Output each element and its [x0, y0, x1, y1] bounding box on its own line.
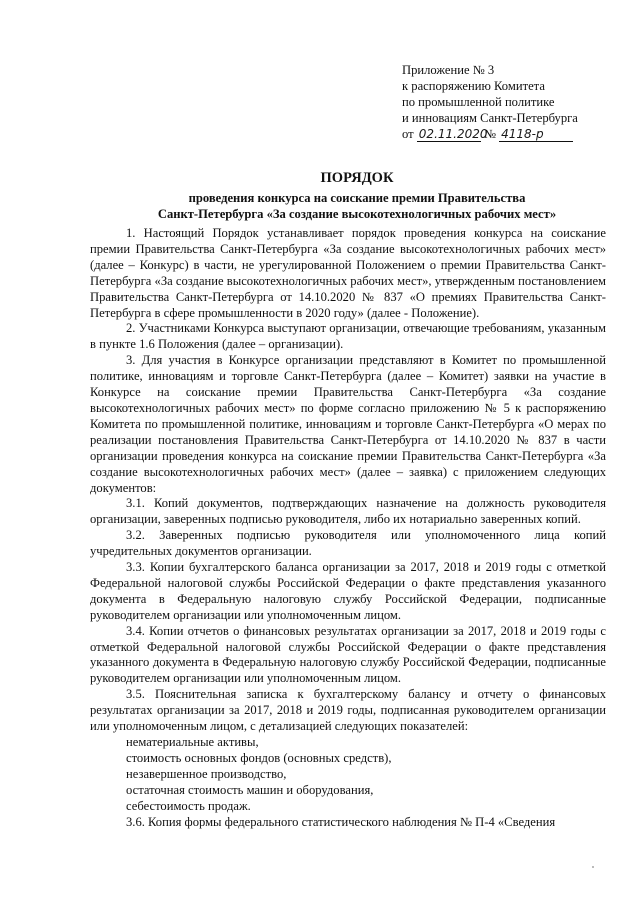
scan-artifact — [592, 866, 594, 868]
title-heading: ПОРЯДОК — [320, 170, 394, 186]
indicator-item: нематериальные активы, — [126, 735, 259, 749]
paragraph: 1. Настоящий Порядок устанавливает порядок проведения конкурса на соискание премии Правительства Санкт-Петербурга «За создание высокотехнологичных рабочих мест» (далее – Конкурс) в части, не урегулированной Положением о премии Правительства Санкт-Петербурга «За создание высокотехнологичных рабочих мест», утвержденным постановлением Правительства Санкт-Петербурга от 14.10.2020 № 837 «О премиях Правительства Санкт-Петербурга в сфере промышленности в 2020 году» (далее - Положение). — [90, 226, 606, 320]
annex-line-4: и инновациям Санкт-Петербурга — [402, 111, 578, 125]
paragraph: 3. Для участия в Конкурсе организации представляют в Комитет по промышленной политике, инновациям и торговле Санкт-Петербурга (далее – Комитет) заявки на участие в Конкурсе на соискание премии Правительства Санкт-Петербурга «За создание высокотехнологичных рабочих мест» по форме согласно приложению № 5 к распоряжению Комитета по промышленной политике, инновациям и торговле Санкт-Петербурга «О мерах по реализации постановления Правительства Санкт-Петербурга от 14.10.2020 № 837 в части организации проведения конкурса на соискание премии Правительства Санкт-Петербурга «За создание высокотехнологичных рабочих мест» (далее – заявка) с приложением следующих документов: — [90, 353, 606, 495]
handwritten-date: 02.11.2020 — [418, 127, 488, 141]
title-line-1: проведения конкурса на соискание премии Правительства — [188, 191, 526, 205]
annex-line-3: по промышленной политике — [402, 95, 555, 109]
annex-block — [402, 62, 602, 142]
annex-date-number-line — [402, 126, 602, 142]
from-label: от — [402, 127, 414, 141]
indicator-item: себестоимость продаж. — [126, 798, 251, 813]
paragraph: 3.4. Копии отчетов о финансовых результатах организации за 2017, 2018 и 2019 годы с отметкой Федеральной налоговой службы Российской Федерации о факте представления указанного документа в Федеральную налоговую службу Российской Федерации, подписанные руководителем организации или уполномоченным лицом. — [90, 623, 606, 686]
paragraph: 3.2. Заверенных подписью руководителя или уполномоченного лица копий учредительных документов организации. — [90, 528, 606, 559]
paragraph: 3.1. Копий документов, подтверждающих назначение на должность руководителя организации, заверенных подписью руководителя, либо их нотариально заверенных копий. — [90, 496, 606, 527]
title-line-2: Санкт-Петербурга «За создание высокотехнологичных рабочих мест» — [157, 207, 557, 221]
number-label: № — [483, 127, 496, 141]
paragraph: 2. Участниками Конкурса выступают организации, отвечающие требованиям, указанным в пункте 1.6 Положения (далее – организации). — [90, 321, 606, 352]
document-title — [72, 170, 640, 222]
handwritten-number: 4118-р — [499, 128, 573, 142]
indicator-item: стоимость основных фондов (основных средств), — [126, 750, 392, 765]
indicator-item: остаточная стоимость машин и оборудования, — [126, 782, 374, 797]
paragraph: 3.3. Копии бухгалтерского баланса организации за 2017, 2018 и 2019 годы с отметкой Федеральной налоговой службы Российской Федерации о факте представления указанного документа в Федеральную налоговую службу Российской Федерации, подписанные руководителем организации или уполномоченным лицом. — [90, 560, 606, 622]
document-body — [90, 226, 606, 830]
annex-line-2: к распоряжению Комитета — [402, 79, 545, 93]
paragraph: 3.5. Пояснительная записка к бухгалтерскому балансу и отчету о финансовых результатах организации за 2017, 2018 и 2019 годы, подписанная руководителем организации или уполномоченным лицом, с детализацией следующих показателей: — [90, 687, 606, 734]
indicator-item: незавершенное производство, — [126, 766, 287, 781]
paragraph: 3.6. Копия формы федерального статистического наблюдения № П-4 «Сведения — [126, 814, 556, 829]
annex-line-1: Приложение № 3 — [402, 63, 495, 77]
